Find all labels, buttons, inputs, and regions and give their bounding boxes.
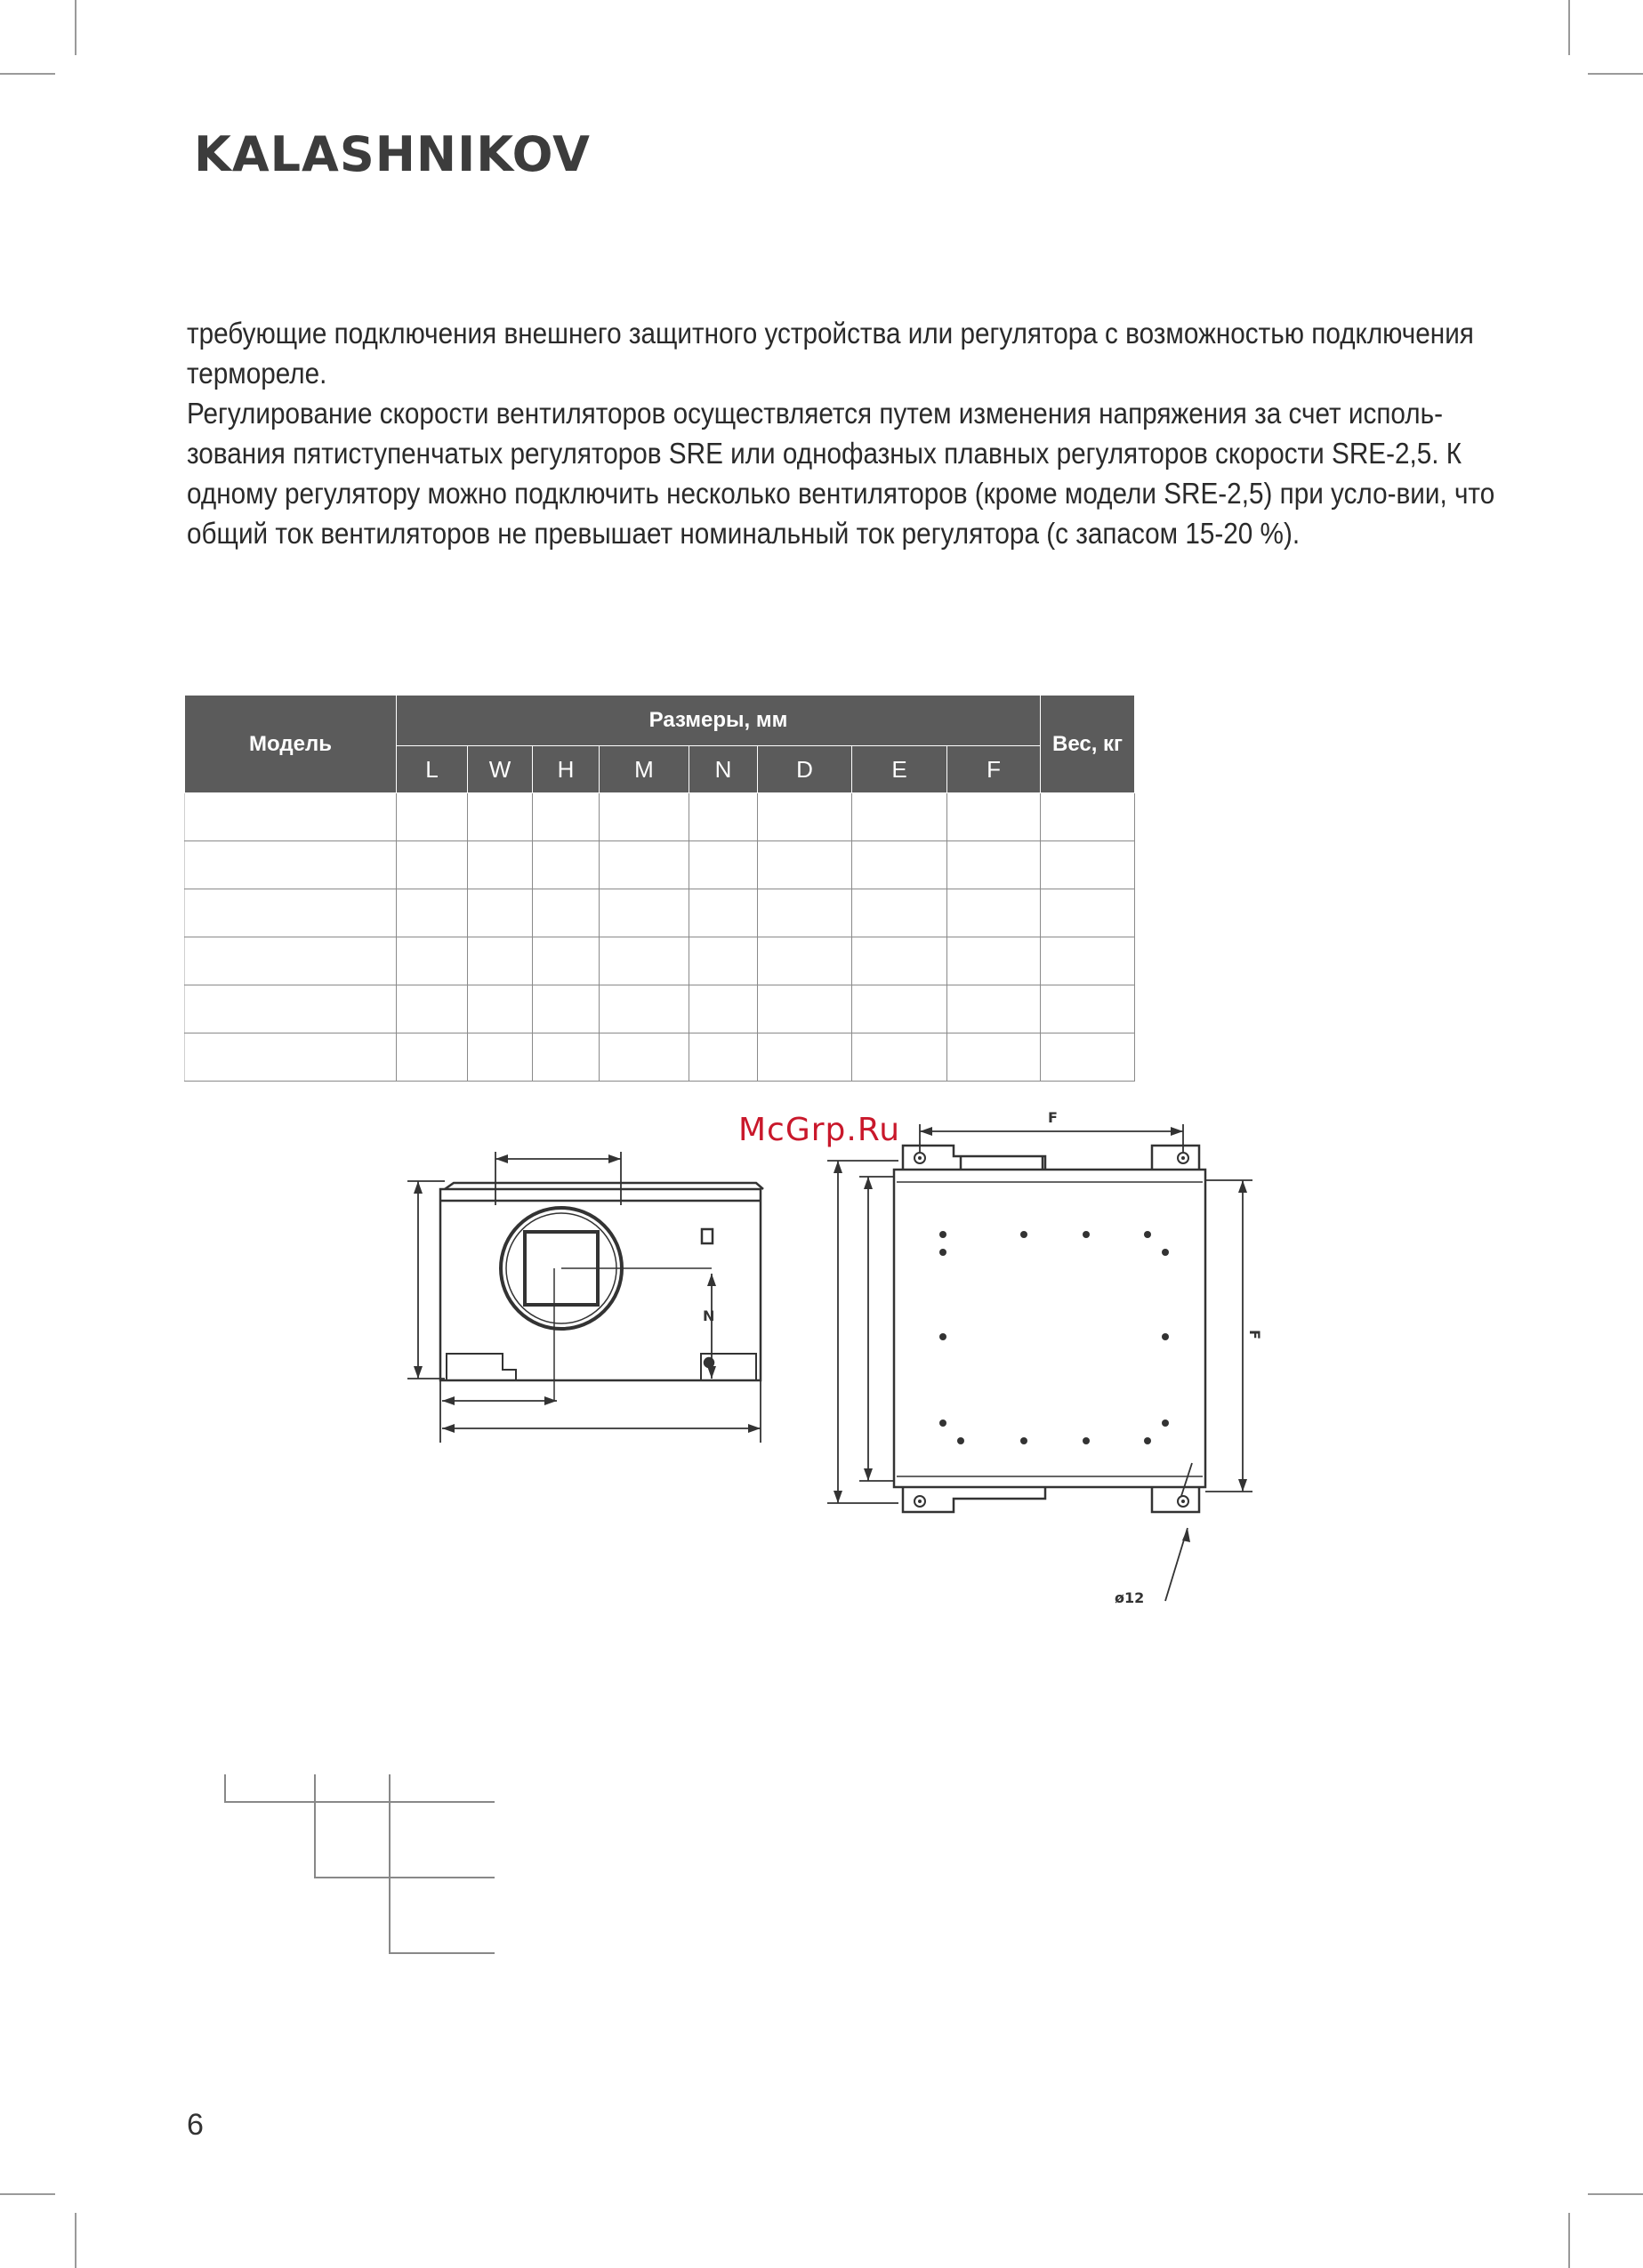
table-cell [397, 841, 468, 889]
column-header-e: E [852, 746, 947, 793]
table-cell [1041, 793, 1135, 841]
table-cell [947, 841, 1041, 889]
column-header-h: H [533, 746, 600, 793]
table-cell [689, 889, 758, 937]
table-cell [689, 793, 758, 841]
watermark: McGrp.Ru [738, 1112, 901, 1148]
top-housing [894, 1170, 1205, 1487]
table-cell [533, 937, 600, 985]
table-cell [758, 793, 852, 841]
page-number: 6 [187, 2108, 204, 2142]
table-cell [185, 937, 397, 985]
table-cell [468, 889, 533, 937]
table-cell [947, 889, 1041, 937]
table-cell [947, 1033, 1041, 1082]
table-cell [1041, 937, 1135, 985]
crop-mark [75, 2213, 77, 2268]
table-cell [852, 1033, 947, 1082]
column-header-n: N [689, 746, 758, 793]
table-cell [533, 793, 600, 841]
column-header-l: L [397, 746, 468, 793]
dimension-label-n: N [703, 1307, 715, 1324]
table-cell [185, 889, 397, 937]
dimension-label-f-top: F [1048, 1112, 1058, 1126]
table-cell [468, 793, 533, 841]
table-cell [533, 1033, 600, 1082]
table-cell [468, 1033, 533, 1082]
table-cell [600, 985, 689, 1033]
table-cell [947, 793, 1041, 841]
column-header-d: D [758, 746, 852, 793]
paragraph: Регулирование скорости вентиляторов осуществляется путем изменения напряжения за счет исполь-зования пятиступенчатых регуляторов SRE или однофазных плавных регуляторов скорости SRE-2,5. К одному регулятору можно подключить несколько вентиляторов (кроме модели SRE-2,5) при усло-вии, что общий ток вентиляторов не превышает номинальный ток регулятора (с запасом 15-20 %). [187, 397, 1495, 550]
table-cell [397, 793, 468, 841]
table-cell [689, 937, 758, 985]
crop-mark [0, 2193, 55, 2195]
table-row [185, 793, 1135, 841]
table-row [185, 889, 1135, 937]
table-cell [1041, 985, 1135, 1033]
table-cell [758, 1033, 852, 1082]
table-cell [600, 1033, 689, 1082]
table-cell [1041, 1033, 1135, 1082]
crop-mark [1568, 0, 1570, 55]
table-row [185, 1033, 1135, 1082]
table-cell [468, 937, 533, 985]
table-cell [185, 841, 397, 889]
brand-logo: KALASHNIKOV [194, 126, 591, 182]
paragraph: требующие подключения внешнего защитного устройства или регулятора с возможностью подключения термореле. [187, 317, 1474, 390]
table-cell [397, 1033, 468, 1082]
table-cell [397, 937, 468, 985]
table-cell [600, 841, 689, 889]
table-cell [852, 889, 947, 937]
table-cell [689, 841, 758, 889]
table-cell [185, 793, 397, 841]
table-cell [758, 937, 852, 985]
table-cell [1041, 889, 1135, 937]
table-cell [185, 1033, 397, 1082]
crop-mark [1588, 2193, 1643, 2195]
table-cell [852, 985, 947, 1033]
top-view [894, 1146, 1205, 1512]
table-cell [852, 793, 947, 841]
table-cell [852, 937, 947, 985]
mounting-holes [914, 1153, 1188, 1507]
table-cell [533, 889, 600, 937]
top-dimensions [827, 1124, 1252, 1601]
table-cell [185, 985, 397, 1033]
front-dimensions [407, 1152, 761, 1443]
column-header-w: W [468, 746, 533, 793]
crop-mark [0, 73, 55, 75]
table-cell [852, 841, 947, 889]
table-cell [1041, 841, 1135, 889]
column-header-m: M [600, 746, 689, 793]
dimension-label-f-side: F [1246, 1330, 1263, 1339]
table-cell [468, 841, 533, 889]
table-cell [533, 985, 600, 1033]
crop-mark [1588, 73, 1643, 75]
table-cell [947, 937, 1041, 985]
table-row [185, 937, 1135, 985]
table-cell [758, 985, 852, 1033]
table-cell [947, 985, 1041, 1033]
column-header-f: F [947, 746, 1041, 793]
table-cell [397, 985, 468, 1033]
table-row [185, 841, 1135, 889]
column-header-weight: Вес, кг [1041, 696, 1135, 793]
body-text [187, 313, 1500, 553]
crop-mark [1568, 2213, 1570, 2268]
fan-dimension-drawing [383, 1112, 1272, 1628]
dimensions-table [184, 695, 1135, 1082]
table-cell [600, 937, 689, 985]
table-cell [758, 841, 852, 889]
table-cell [689, 1033, 758, 1082]
table-row [185, 985, 1135, 1033]
crop-mark [75, 0, 77, 55]
dimension-label-hole: ø12 [1115, 1589, 1145, 1606]
table-cell [758, 889, 852, 937]
table-cell [397, 889, 468, 937]
table-cell [533, 841, 600, 889]
table-cell [689, 985, 758, 1033]
table-cell [600, 889, 689, 937]
column-group-dimensions: Размеры, мм [397, 696, 1041, 746]
table-cell [468, 985, 533, 1033]
column-header-model: Модель [185, 696, 397, 793]
table-cell [600, 793, 689, 841]
